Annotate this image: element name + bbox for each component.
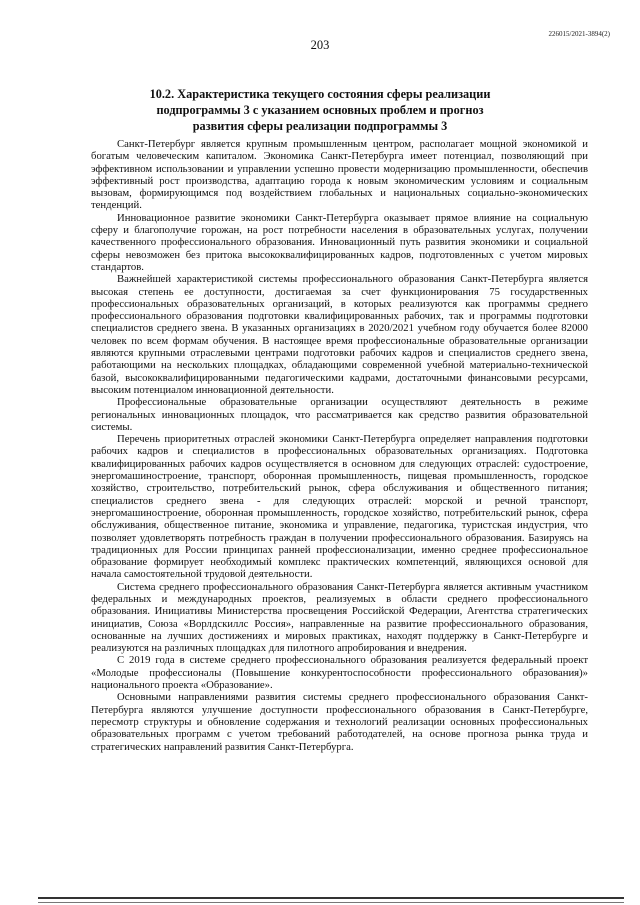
page-number: 203 (310, 38, 330, 52)
section-title-line-2: подпрограммы 3 с указанием основных проблем и прогноз (156, 103, 484, 117)
section-title-line-3: развития сферы реализации подпрограммы 3 (192, 119, 448, 133)
document-id: 226015/2021-3894(2) (548, 30, 610, 38)
paragraph-7: С 2019 года в системе среднего профессионального образования реализуется федеральный проект «Молодые профессионалы (Повышение конкурентоспособности профессионального образования)» национального проекта «Образование». (91, 654, 588, 692)
footer-rule-thin (38, 902, 624, 903)
paragraph-8: Основными направлениями развития системы среднего профессионального образования Санкт-Петербурга являются улучшение доступности профессионального образования в Санкт-Петербурге, пересмотр структуры и обновление содержания и технологий реализации основных профессиональных образовательных программ с учетом требований работодателей, на основе прогноза рынка труда и стратегических направлений развития Санкт-Петербурга. (91, 691, 588, 753)
paragraph-6: Система среднего профессионального образования Санкт-Петербурга является активным участником федеральных и международных проектов, реализуемых в области среднего профессионального образования. Инициативы Министерства просвещения Российской Федерации, Агентства стратегических инициатив, Союза «Ворлдскиллс Россия», направленные на развитие профессионального образования, основанные на лучших достижениях и мировых практиках, находят поддержку в Санкт-Петербурге и реализуются на различных площадках для пилотного апробирования и внедрения. (91, 580, 588, 655)
paragraph-4: Профессиональные образовательные организации осуществляют деятельность в режиме региональных инновационных площадок, что рассматривается как средство развития образовательной системы. (91, 396, 588, 433)
section-title-line-1: 10.2. Характеристика текущего состояния сферы реализации (149, 87, 491, 101)
section-title (60, 86, 580, 134)
paragraph-3: Важнейшей характеристикой системы профессионального образования Санкт-Петербурга является высокая степень ее доступности, достигаемая за счет функционирования 75 государственных профессиональных образовательных организаций, в которых реализуются как программы среднего профессионального образования подготовки квалифицированных рабочих, так и программы подготовки специалистов среднего звена. В указанных организациях в 2020/2021 учебном году обучается более 82000 человек по всем формам обучения. В настоящее время профессиональные образовательные организации являются крупными отраслевыми центрами подготовки рабочих кадров и специалистов среднего звена, работающими на нескольких площадках, обладающими современной учебной материально-технической базой, высококвалифицированными педагогическими кадрами, достаточными финансовыми ресурсами, высоким потенциалом инновационной деятельности. (91, 273, 588, 396)
paragraph-2: Инновационное развитие экономики Санкт-Петербурга оказывает прямое влияние на социальную сферу и благополучие горожан, на рост потребности населения в образовательных услугах, получении качественного профессионального образования. Инновационный путь развития экономики и социальной сферы невозможен без притока высококвалифицированных кадров, подготовленных с учетом мировых стандартов. (91, 211, 588, 273)
document-body (91, 138, 588, 753)
footer-rule (38, 897, 624, 899)
paragraph-1: Санкт-Петербург является крупным промышленным центром, располагает мощной экономикой и богатым человеческим капиталом. Экономика Санкт-Петербурга имеет потенциал, позволяющий при эффективном использовании и управлении успешно провести модернизацию промышленности, обеспечив эффективный рост производства, адаптацию города к новым экономическим условиям и социальным вызовам, формирующимся под воздействием глобальных и национальных социально-экономических тенденций. (91, 138, 588, 212)
paragraph-5: Перечень приоритетных отраслей экономики Санкт-Петербурга определяет направления подготовки рабочих кадров и специалистов в профессиональных образовательных организациях. Подготовка квалифицированных рабочих кадров осуществляется в основном для следующих отраслей: судостроение, энергомашиностроение, транспорт, оборонная промышленность, пищевая промышленность, городское хозяйство, строительство, потребительский рынок, сфера обслуживания и общественного питания; специалистов среднего звена - для следующих отраслей: морской и речной транспорт, энергомашиностроение, оборонная промышленность, городское хозяйство, потребительский рынок, сфера обслуживания, общественное питание, экономика и управление, педагогика, туристская индустрия, что позволяет удовлетворять потребность граждан в получении профессионального образования. Базируясь на традиционных для России принципах ранней профессионализации, именно среднее профессиональное образование формирует необходимый комплекс практических компетенций, являющихся основой для начала самостоятельной трудовой деятельности. (91, 433, 588, 581)
